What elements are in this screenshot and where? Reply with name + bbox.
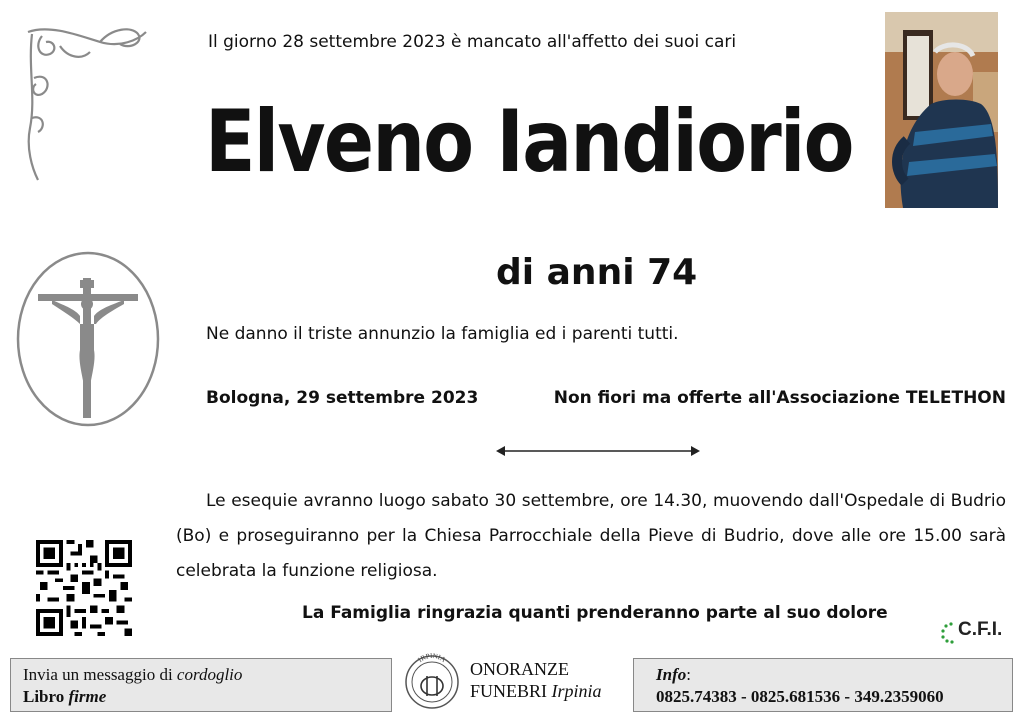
corner-ornament-icon <box>20 18 155 186</box>
cfi-logo-text: C.F.I. <box>958 619 1003 640</box>
logo-arc-text: IRPINIA <box>416 651 448 664</box>
funeral-home-name: ONORANZE FUNEBRI Irpinia <box>470 659 602 701</box>
cfi-logo <box>940 620 1020 650</box>
age-text: di anni 74 <box>496 252 698 293</box>
announcement-text: Ne danno il triste annunzio la famiglia ed i parenti tutti. <box>206 324 679 344</box>
condolence-box[interactable] <box>10 658 392 712</box>
funeral-home-logo-icon <box>402 650 462 710</box>
info-box: Info: 0825.74383 - 0825.681536 - 349.2359060 <box>633 658 1013 712</box>
flowers-note: Non fiori ma offerte all'Associazione TELETHON <box>553 388 1006 408</box>
deceased-photo <box>885 12 998 208</box>
phone-numbers[interactable]: 0825.74383 - 0825.681536 - 349.2359060 <box>656 687 944 706</box>
intro-text: Il giorno 28 settembre 2023 è mancato all'affetto dei suoi cari <box>208 32 737 52</box>
deceased-name: Elveno Iandiorio <box>205 92 853 192</box>
place-date: Bologna, 29 settembre 2023 <box>206 388 479 408</box>
double-arrow-divider-icon <box>496 444 700 458</box>
qr-code-icon[interactable] <box>36 540 132 636</box>
crucifix-icon <box>16 250 160 428</box>
condolence-message-link[interactable]: Invia un messaggio di cordoglio <box>23 665 243 684</box>
guestbook-link[interactable]: Libro firme <box>23 687 107 706</box>
thanks-text: La Famiglia ringrazia quanti prenderanno parte al suo dolore <box>302 603 888 623</box>
funeral-details: Le esequie avranno luogo sabato 30 settembre, ore 14.30, muovendo dall'Ospedale di Budrio (Bo) e proseguiranno per la Chiesa Parrocchiale della Pieve di Budrio, dove alle ore 15.00 sarà celebrata la funzione religiosa. <box>176 491 1006 581</box>
